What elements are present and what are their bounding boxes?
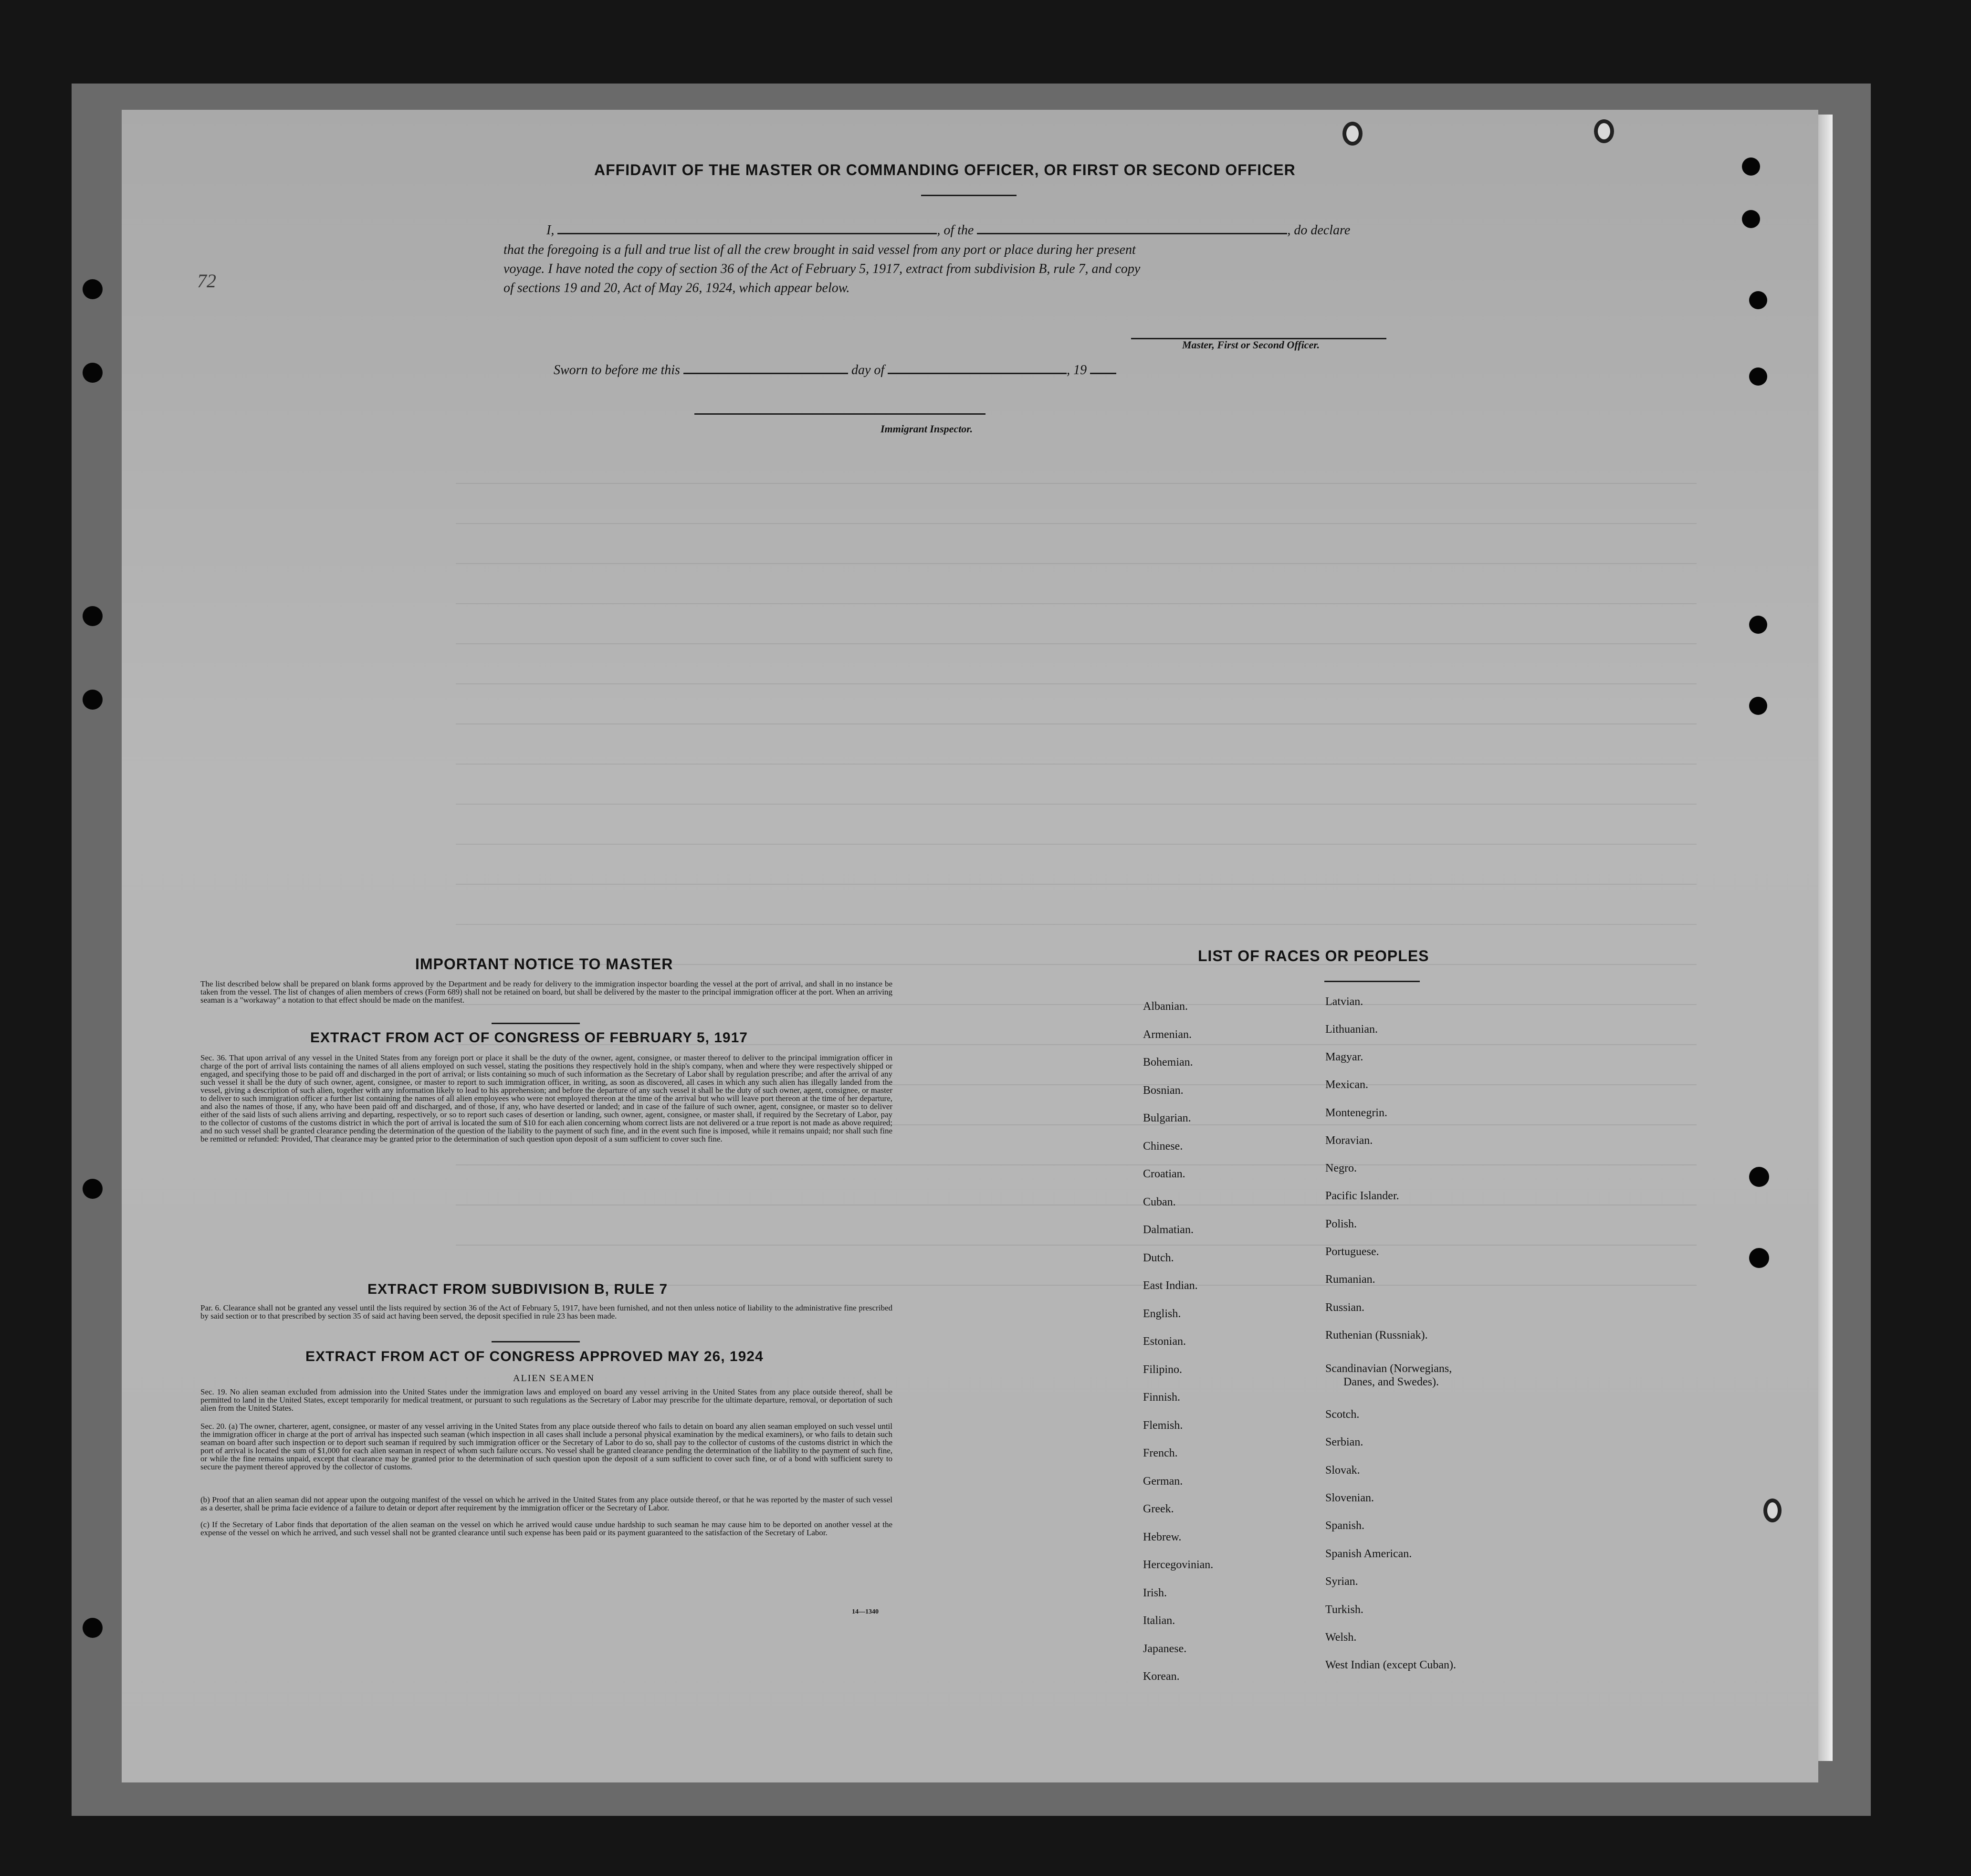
races-title-underline — [1324, 981, 1420, 982]
binder-hole — [1742, 157, 1760, 176]
race-item: Greek. — [1143, 1503, 1174, 1515]
race-item: Albanian. — [1143, 1000, 1188, 1013]
race-item: Lithuanian. — [1325, 1023, 1378, 1036]
section-divider — [492, 1341, 580, 1342]
race-item: Turkish. — [1325, 1604, 1363, 1616]
extract-1917-body: Sec. 36. That upon arrival of any vessel in the United States from any foreign port or place it shall be the duty of the owner, agent, consignee, or master thereof to deliver to the principal immigration officer in charge of the port of arrival lists containing the names of all aliens employed on such vessel, stating the positions they respectively hold in the ship's company, when and where they were respectively shipped or engaged, and specifying those to be paid off and discharged in the port of arrival; or lists containing so much of such information as the Secretary of Labor shall by regulation prescribe; and after the arrival of any such vessel it shall be the duty of such owner, agent, consignee, or master to report to such immigration officer, in writing, as soon as discovered, all cases in which any such alien has illegally landed from the vessel, giving a description of such alien, together with any information likely to lead to his apprehension; and before the departure of any such vessel it shall be the duty of such owner, agent, consignee, or master to deliver to such immigration officer a further list containing the names of all alien employees who were not employed thereon at the time of the arrival but who will leave port thereon at the time of her departure, and also the names of those, if any, who have been paid off and discharged, and of those, if any, who have deserted or landed; and in case of the failure of such owner, agent, consignee, or master so to deliver either of the said lists of such aliens arriving and departing, respectively, or so to report such cases of desertion or landing, such owner, agent, consignee, or master shall, if required by the Secretary of Labor, pay to the collector of customs of the customs district in which the port of arrival is located the sum of $10 for each alien concerning whom correct lists are not delivered or a true report is not made as above required; and no such vessel shall be granted clearance pending the determination of the question of the liability to the payment of such fine, and in the event such fine is imposed, while it remains unpaid; nor shall such fine be remitted or refunded: Provided, That clearance may be granted prior to the determination of such question upon deposit of a sum sufficient to cover such fine. — [200, 1053, 892, 1143]
race-item: Croatian. — [1143, 1168, 1185, 1180]
race-item: Finnish. — [1143, 1391, 1181, 1404]
vessel-name-field[interactable] — [977, 228, 1287, 234]
race-item: Italian. — [1143, 1614, 1175, 1627]
race-item: Estonian. — [1143, 1335, 1186, 1348]
margin-handwritten-mark: 72 — [197, 270, 216, 292]
affidavit-line2: that the foregoing is a full and true list of all the crew brought in said vessel from any port or place during her present — [503, 242, 1136, 257]
extract-1924-sec20b: (b) Proof that an alien seaman did not appear upon the outgoing manifest of the vessel on which he arrived in the United States from any place outside thereof, or that he was reported by the master of such vessel as a deserter, shall be prima facie evidence of a failure to detain or deport after requirement by the immigration officer or the Secretary of Labor. — [200, 1495, 892, 1512]
race-item: West Indian (except Cuban). — [1325, 1659, 1456, 1671]
binder-hole — [83, 1618, 103, 1638]
inspector-label: Immigrant Inspector. — [881, 423, 973, 435]
race-item: Armenian. — [1143, 1028, 1192, 1041]
race-item: German. — [1143, 1475, 1183, 1488]
alien-seamen-subtitle: ALIEN SEAMEN — [513, 1373, 595, 1383]
race-item: Ruthenian (Russniak). — [1325, 1329, 1428, 1341]
race-item: Russian. — [1325, 1301, 1365, 1314]
binder-hole — [1749, 1248, 1769, 1268]
form-number: 14—1340 — [852, 1608, 879, 1615]
day-of-label: day of — [851, 363, 885, 377]
binder-hole — [83, 279, 103, 299]
sworn-month-field[interactable] — [888, 368, 1067, 374]
race-item: Filipino. — [1143, 1363, 1183, 1376]
race-item: Serbian. — [1325, 1436, 1363, 1448]
affidavit-line3: voyage. I have noted the copy of section 36 of the Act of February 5, 1917, extract from subdivision B, rule 7, and copy — [503, 262, 1141, 276]
binder-hole — [1594, 119, 1614, 143]
binder-hole — [83, 1179, 103, 1199]
declarant-label: I, — [546, 223, 555, 238]
race-item: English. — [1143, 1307, 1181, 1320]
race-item: Spanish American. — [1325, 1548, 1412, 1560]
binder-hole — [1742, 210, 1760, 228]
sworn-year-field[interactable] — [1090, 368, 1116, 374]
vessel-label: , of the — [937, 223, 974, 238]
document-page — [122, 110, 1818, 1782]
race-item: French. — [1143, 1447, 1178, 1459]
extract-1924-sec20a: Sec. 20. (a) The owner, charterer, agent, consignee, or master of any vessel arriving in the United States from any place outside thereof who fails to detain on board any alien seaman employed on such vessel until the immigration officer in charge at the port of arrival has inspected such seaman (which inspection in all cases shall include a personal physical examination by the medical examiners), or who fails to detain such seaman on board after such inspection or to deport such seaman if required by such immigration officer or the Secretary of Labor to do so, shall pay to the collector of customs of the customs district in which the port of arrival is located the sum of $1,000 for each alien seaman in respect of whom such failure occurs. No vessel shall be granted clearance pending the determination of the liability to the payment of such fine, or while the fine remains unpaid, except that clearance may be granted prior to the determination of such question upon the deposit of a sum sufficient to cover such fine, or of a bond with sufficient surety to secure the payment thereof approved by the collector of customs. — [200, 1422, 892, 1471]
extract-1924-title: EXTRACT FROM ACT OF CONGRESS APPROVED MAY 26, 1924 — [305, 1349, 764, 1364]
race-item: Dutch. — [1143, 1251, 1174, 1264]
race-item: Magyar. — [1325, 1051, 1363, 1063]
extract-1924-sec20c: (c) If the Secretary of Labor finds that deportation of the alien seaman on the vessel on which he arrived would cause undue hardship to such seaman he may cause him to be deported on another vessel at the expense of the vessel on which he arrived, and such vessel shall not be granted clearance until such expense has been paid or its payment guaranteed to the satisfaction of the Secretary of Labor. — [200, 1520, 892, 1537]
binder-hole — [1342, 122, 1363, 146]
extract-1924-sec19: Sec. 19. No alien seaman excluded from admission into the United States under the immigration laws and employed on board any vessel arriving in the United States from any place outside thereof, shall be permitted to land in the United States, except temporarily for medical treatment, or pursuant to such regulations as the Secretary of Labor may prescribe for the ultimate departure, removal, or deportation of such alien from the United States. — [200, 1387, 892, 1413]
master-signature-label: Master, First or Second Officer. — [1182, 339, 1320, 351]
binder-hole — [83, 690, 103, 710]
affidavit-title: AFFIDAVIT OF THE MASTER OR COMMANDING OFFICER, OR FIRST OR SECOND OFFICER — [594, 161, 1296, 178]
sworn-day-field[interactable] — [683, 368, 848, 374]
affidavit-line1 — [546, 223, 1350, 238]
binder-hole — [1749, 1167, 1769, 1187]
races-title: LIST OF RACES OR PEOPLES — [1198, 947, 1429, 964]
race-item: Chinese. — [1143, 1140, 1183, 1153]
race-item: Bosnian. — [1143, 1084, 1184, 1097]
extract-rule7-title: EXTRACT FROM SUBDIVISION B, RULE 7 — [367, 1281, 668, 1297]
binder-hole — [83, 606, 103, 626]
race-item: Rumanian. — [1325, 1273, 1375, 1286]
master-name-field[interactable] — [557, 228, 937, 234]
bleed-through-grid — [456, 444, 1697, 1303]
race-item: Syrian. — [1325, 1575, 1358, 1588]
race-item: East Indian. — [1143, 1279, 1198, 1292]
race-item: Flemish. — [1143, 1419, 1183, 1432]
race-item: Korean. — [1143, 1670, 1180, 1683]
race-item: Cuban. — [1143, 1195, 1176, 1208]
race-item: Portuguese. — [1325, 1246, 1379, 1258]
race-item: Irish. — [1143, 1586, 1167, 1599]
binder-hole — [1749, 291, 1767, 309]
declare-label: , do declare — [1287, 223, 1351, 238]
extract-rule7-body: Par. 6. Clearance shall not be granted any vessel until the lists required by section 36 of the Act of February 5, 1917, have been furnished, and not then unless notice of liability to the administrative fine prescribed by said section or to that prescribed by section 35 of said act having been served, the deposit specified in rule 23 has been made. — [200, 1303, 892, 1321]
race-item: Mexican. — [1325, 1079, 1368, 1091]
extract-1917-title: EXTRACT FROM ACT OF CONGRESS OF FEBRUARY 5, 1917 — [310, 1030, 748, 1046]
race-item: Spanish. — [1325, 1520, 1365, 1532]
title-underline — [921, 195, 1017, 196]
race-item: Scotch. — [1325, 1408, 1360, 1421]
notice-body: The list described below shall be prepared on blank forms approved by the Department and be ready for delivery to the immigration inspector boarding the vessel at the port of arrival, and shall in no instance be taken from the vessel. The list of changes of alien members of crews (Form 689) shall not be retained on board, but shall be delivered by the master to the principal immigration officer at the port. When an arriving seaman is a "workaway" a notation to that effect should be made on the manifest. — [200, 979, 892, 1005]
binder-hole — [1749, 616, 1767, 634]
race-item: Polish. — [1325, 1218, 1357, 1230]
binder-hole — [1749, 697, 1767, 715]
section-divider — [492, 1023, 580, 1024]
race-item: Latvian. — [1325, 996, 1363, 1008]
race-item: Danes, and Swedes). — [1343, 1376, 1439, 1388]
race-item: Bulgarian. — [1143, 1112, 1191, 1124]
race-item: Pacific Islander. — [1325, 1190, 1399, 1202]
year-label: , 19 — [1067, 363, 1087, 377]
notice-title: IMPORTANT NOTICE TO MASTER — [415, 955, 673, 973]
race-item: Hercegovinian. — [1143, 1559, 1214, 1571]
binder-hole — [83, 363, 103, 383]
race-item: Slovak. — [1325, 1464, 1360, 1477]
race-item: Dalmatian. — [1143, 1224, 1194, 1236]
race-item: Slovenian. — [1325, 1492, 1374, 1504]
sworn-label: Sworn to before me this — [554, 363, 680, 377]
race-item: Montenegrin. — [1325, 1107, 1387, 1119]
inspector-signature-line[interactable] — [694, 413, 986, 415]
race-item: Moravian. — [1325, 1134, 1373, 1147]
binder-hole — [1749, 367, 1767, 386]
sworn-line — [554, 363, 1116, 378]
race-item: Hebrew. — [1143, 1530, 1182, 1543]
race-item: Welsh. — [1325, 1631, 1357, 1644]
race-item: Negro. — [1325, 1162, 1357, 1174]
binder-hole — [1763, 1499, 1782, 1522]
race-item: Japanese. — [1143, 1642, 1187, 1655]
race-item: Bohemian. — [1143, 1056, 1193, 1069]
affidavit-line4: of sections 19 and 20, Act of May 26, 1924, which appear below. — [503, 281, 850, 295]
race-item: Scandinavian (Norwegians, — [1325, 1362, 1452, 1375]
